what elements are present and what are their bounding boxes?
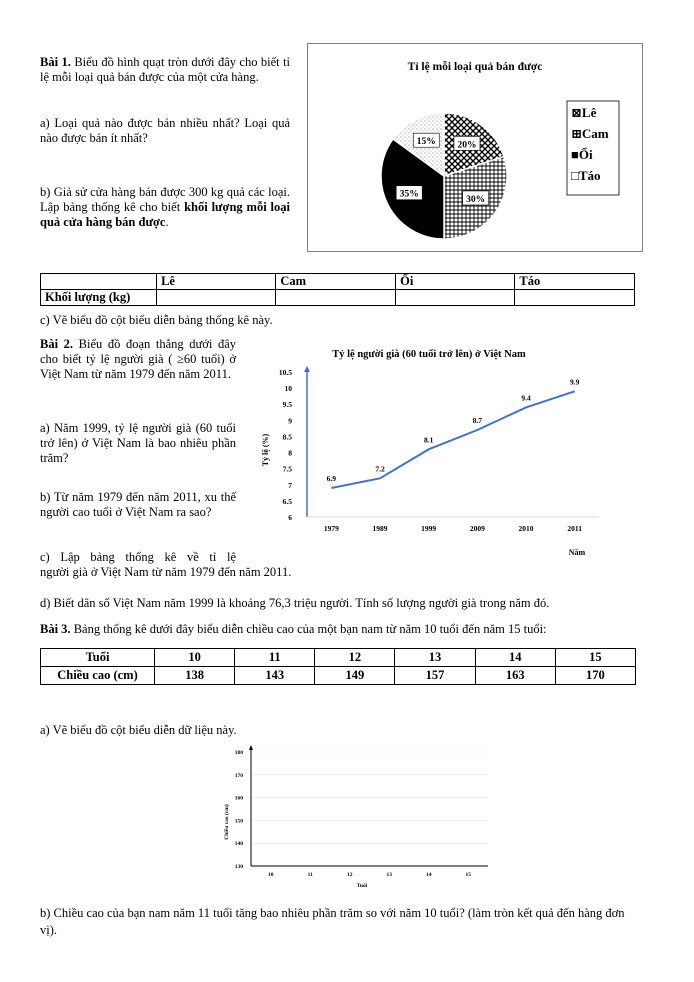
x-tick-label: 2011: [567, 524, 582, 533]
data-label: 8.7: [472, 416, 483, 425]
pie-chart: [308, 44, 642, 251]
bai3-question-b: b) Chiều cao của bạn nam năm 11 tuổi tăng bao nhiêu phần trăm so với năm 10 tuổi? (làm tròn kết quả đến hàng đơn vị).: [40, 906, 625, 937]
y-tick-label: 9: [288, 416, 292, 426]
x-tick-label: 1999: [421, 524, 437, 533]
table-cell: 13: [395, 649, 475, 667]
table-cell: Khối lượng (kg): [41, 290, 157, 306]
x-tick-label: 10: [268, 872, 274, 878]
data-label: 8.1: [423, 435, 434, 445]
pie-legend: [567, 101, 619, 195]
y-tick-label: 140: [234, 841, 243, 848]
y-tick-label: 6.5: [282, 496, 292, 506]
x-tick-label: 1989: [372, 524, 388, 533]
table-cell: [157, 290, 276, 306]
y-tick-label: 130: [234, 864, 243, 870]
line-chart-ylabel: Tỷ lệ (%): [261, 433, 270, 467]
x-tick-label: 15: [465, 872, 471, 878]
y-tick-label: 9.5: [282, 400, 292, 410]
y-axis-arrow: [304, 366, 310, 372]
y-tick-label: 8.5: [282, 432, 292, 442]
bai1-title: Bài 1.: [40, 55, 71, 69]
table-cell: 157: [395, 667, 475, 685]
pie-data-label: 20%: [457, 140, 477, 151]
bai2-question-c-line1: c) Lập bảng thống kê về tỉ lệ: [40, 550, 236, 564]
line-chart-box: [247, 338, 607, 566]
bai1-question-b: [40, 185, 290, 230]
bai1-question-c: c) Vẽ biểu đồ cột biểu diễn bảng thống kê này.: [40, 313, 273, 327]
legend-entry: ■Ổi: [571, 147, 593, 162]
table-cell: [515, 290, 635, 306]
y-tick-label: 10.5: [278, 368, 292, 377]
bar-chart-xlabel: Tuổi: [356, 883, 368, 889]
y-axis-arrow: [249, 745, 253, 750]
data-label: 9.4: [521, 393, 531, 403]
bai1-qb-end: .: [165, 215, 169, 229]
bai1-intro-text: Biểu đồ hình quạt tròn dưới đây cho biết tỉ lệ mỗi loại quả bán được của một cửa hàng.: [40, 55, 291, 84]
table-cell: 15: [555, 649, 635, 667]
table-cell: 138: [155, 667, 235, 685]
bar-chart: [218, 742, 494, 894]
bai2-question-d: d) Biết dân số Việt Nam năm 1999 là khoảng 76,3 triệu người. Tính số lượng người già trong năm đó.: [40, 596, 550, 610]
y-tick-label: 8: [288, 448, 292, 458]
y-tick-label: 10: [284, 384, 292, 394]
y-tick-label: 160: [234, 795, 243, 802]
bai3-table: [40, 648, 636, 685]
bai2-question-a: a) Năm 1999, tỷ lệ người già (60 tuổi trở lên) ở Việt Nam là bao nhiêu phần trăm?: [40, 421, 236, 465]
bar-chart-ylabel: Chiều cao (cm): [224, 804, 230, 840]
y-tick-label: 6: [288, 513, 292, 522]
table-cell: 11: [235, 649, 315, 667]
bai1-question-a: a) Loại quả nào được bán nhiều nhất? Loại quả nào được bán ít nhất?: [40, 116, 290, 145]
pie-data-label: 30%: [466, 194, 486, 205]
x-tick-label: 12: [347, 872, 353, 878]
bai3-title: Bài 3.: [40, 622, 71, 636]
x-tick-label: 13: [386, 872, 392, 878]
pie-chart-box: [307, 43, 643, 252]
table-header-row: [41, 274, 635, 290]
bai2-title: Bài 2.: [40, 337, 74, 351]
table-cell: Ổi: [396, 274, 515, 290]
line-chart-title: Tỷ lệ người già (60 tuổi trở lên) ở Việt Nam: [332, 349, 526, 360]
legend-entry: ⊞Cam: [571, 126, 609, 141]
table-cell: Cam: [276, 274, 396, 290]
table-cell: Táo: [515, 274, 635, 290]
x-tick-label: 14: [426, 872, 432, 878]
data-label: 9.9: [569, 377, 580, 387]
table-cell: [41, 274, 157, 290]
y-tick-label: 7.5: [282, 464, 292, 474]
series-line: [331, 391, 574, 488]
pie-data-label: 15%: [416, 137, 436, 148]
data-label: 7.2: [375, 464, 385, 474]
table-row: [41, 667, 636, 685]
bar-chart-box: [218, 742, 494, 894]
data-label: 6.9: [326, 474, 337, 483]
bai2-intro-text: Biểu đồ đoạn thẳng dưới đây cho biết tỷ lệ người già ( ≥60 tuổi) ở Việt Nam từ năm 1979 đến năm 2011.: [40, 337, 237, 381]
table-cell: 149: [315, 667, 395, 685]
bai3-intro: [40, 622, 547, 637]
table-cell: 14: [475, 649, 555, 667]
table-cell: 10: [155, 649, 235, 667]
bai3-question-a: a) Vẽ biểu đồ cột biểu diễn dữ liệu này.: [40, 723, 237, 737]
bai2-question-c-line2: người già ở Việt Nam từ năm 1979 đến năm 2011.: [40, 565, 292, 579]
table-cell: 143: [235, 667, 315, 685]
x-tick-label: 2010: [518, 524, 534, 533]
line-chart-xlabel: Năm: [568, 548, 586, 557]
y-tick-label: 180: [234, 750, 243, 756]
table-cell: 170: [555, 667, 635, 685]
y-tick-label: 7: [288, 480, 292, 490]
bai1-qb-bold: khối lượng mỗi loại quả cửa hàng bán được: [40, 200, 290, 229]
table-cell: Tuổi: [41, 649, 155, 667]
legend-entry: ⊠Lê: [571, 105, 597, 120]
x-tick-label: 11: [307, 872, 313, 878]
legend-entry: □Táo: [571, 168, 601, 183]
table-cell: 12: [315, 649, 395, 667]
line-chart: [247, 338, 607, 566]
y-tick-label: 150: [234, 818, 243, 825]
table-row: [41, 290, 635, 306]
pie-chart-title: Tỉ lệ mỗi loại quả bán được: [407, 61, 543, 73]
table-cell: 163: [475, 667, 555, 685]
y-tick-label: 170: [234, 772, 243, 779]
pie-data-label: 35%: [399, 189, 419, 200]
bai2-question-b: b) Từ năm 1979 đến năm 2011, xu thế người cao tuổi ở Việt Nam ra sao?: [40, 490, 236, 519]
table-cell: Chiều cao (cm): [41, 667, 155, 685]
x-tick-label: 1979: [323, 524, 339, 533]
bai2-intro: [40, 337, 236, 382]
bai1-table: [40, 273, 635, 306]
bai1-intro: [40, 55, 290, 85]
x-tick-label: 2009: [469, 524, 485, 533]
table-row: [41, 649, 636, 667]
table-cell: Lê: [157, 274, 276, 290]
bai3-intro-text: Bảng thống kê dưới đây biểu diễn chiều cao của một bạn nam từ năm 10 tuổi đến năm 15 tuổi:: [73, 622, 547, 636]
bai1-qb-text: b) Giả sử cửa hàng bán được 300 kg quả các loại. Lập bảng thống kê cho biết: [40, 185, 290, 214]
table-cell: [276, 290, 396, 306]
table-cell: [396, 290, 515, 306]
